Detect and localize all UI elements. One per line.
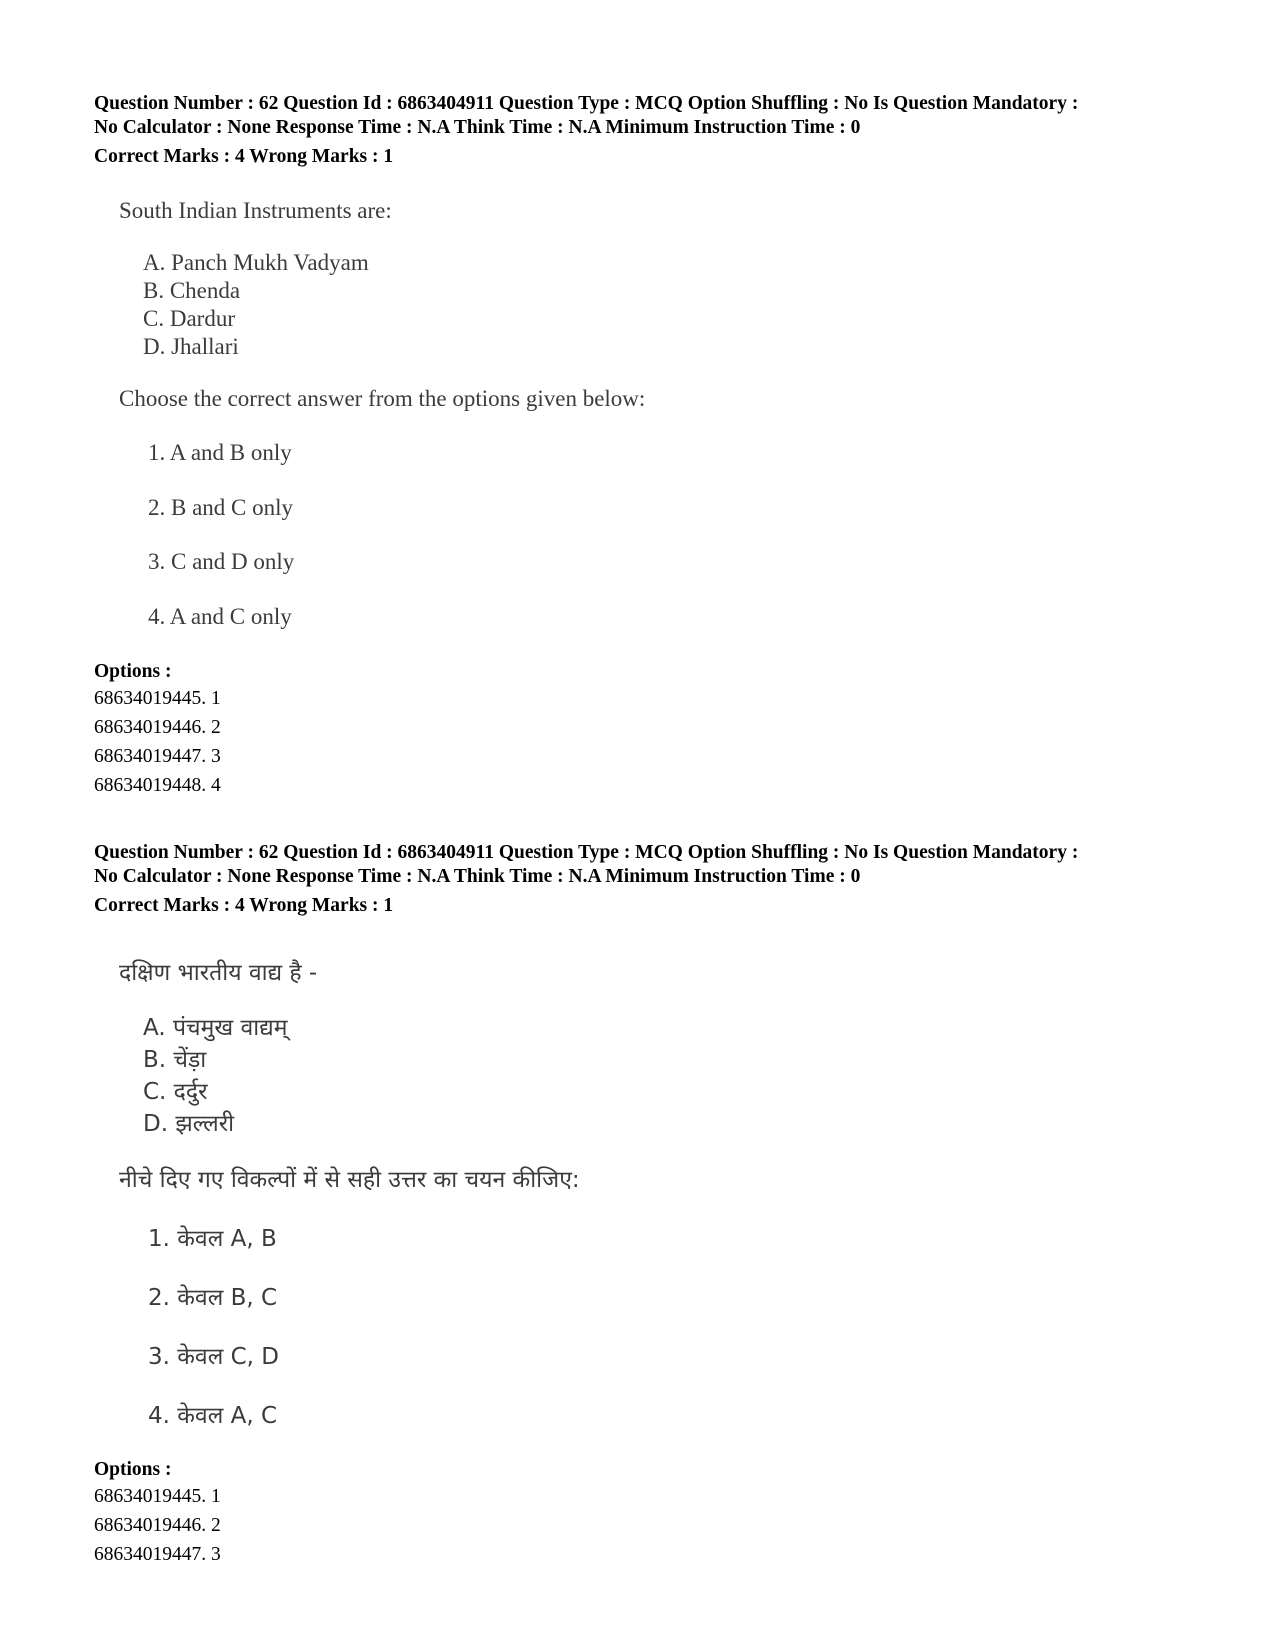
statement-item: D. Jhallari [143,334,239,359]
option-item: 68634019445. 1 [94,1486,221,1507]
statement-item: C. Dardur [143,306,235,331]
answer-choice: 2. केवल B, C [148,1285,278,1311]
option-item: 68634019445. 1 [94,688,221,709]
question-stem: South Indian Instruments are: [119,198,392,223]
answer-choice: 1. A and B only [148,440,292,465]
options-section [94,1458,1204,1569]
options-label: Options : [94,661,172,682]
question-block-english [94,92,1204,169]
question-meta-line-2: No Calculator : None Response Time : N.A Think Time : N.A Minimum Instruction Time : 0 [94,866,861,887]
option-item: 68634019446. 2 [94,1515,221,1536]
options-section [94,660,1204,800]
instruction-text: नीचे दिए गए विकल्पों में से सही उत्तर का चयन कीजिए: [119,1167,580,1193]
statement-item: C. दर्दुर [143,1079,208,1105]
statement-item: B. चेंड़ा [143,1047,207,1073]
marks-line: Correct Marks : 4 Wrong Marks : 1 [94,895,394,916]
statement-item: A. पंचमुख वाद्यम् [143,1015,288,1041]
question-meta-line-1: Question Number : 62 Question Id : 6863404911 Question Type : MCQ Option Shuffling : No Is Question Mandatory : [94,842,1079,863]
statement-item: D. झल्लरी [143,1111,235,1137]
question-block-hindi [94,841,1204,918]
marks-line: Correct Marks : 4 Wrong Marks : 1 [94,146,394,167]
option-item: 68634019448. 4 [94,775,221,796]
answer-choice: 3. C and D only [148,549,295,574]
instruction-text: Choose the correct answer from the options given below: [119,386,646,411]
question-meta-line-2: No Calculator : None Response Time : N.A Think Time : N.A Minimum Instruction Time : 0 [94,117,861,138]
options-label: Options : [94,1459,172,1480]
question-stem: दक्षिण भारतीय वाद्य है - [119,960,318,986]
answer-choice: 4. केवल A, C [148,1403,278,1429]
answer-choice: 3. केवल C, D [148,1344,280,1370]
option-item: 68634019447. 3 [94,746,221,767]
question-meta-line-1: Question Number : 62 Question Id : 6863404911 Question Type : MCQ Option Shuffling : No Is Question Mandatory : [94,93,1079,114]
answer-choice: 1. केवल A, B [148,1226,277,1252]
answer-choice: 4. A and C only [148,604,292,629]
answer-choice: 2. B and C only [148,495,294,520]
statement-item: B. Chenda [143,278,241,303]
option-item: 68634019446. 2 [94,717,221,738]
statement-item: A. Panch Mukh Vadyam [143,250,369,275]
option-item: 68634019447. 3 [94,1544,221,1565]
